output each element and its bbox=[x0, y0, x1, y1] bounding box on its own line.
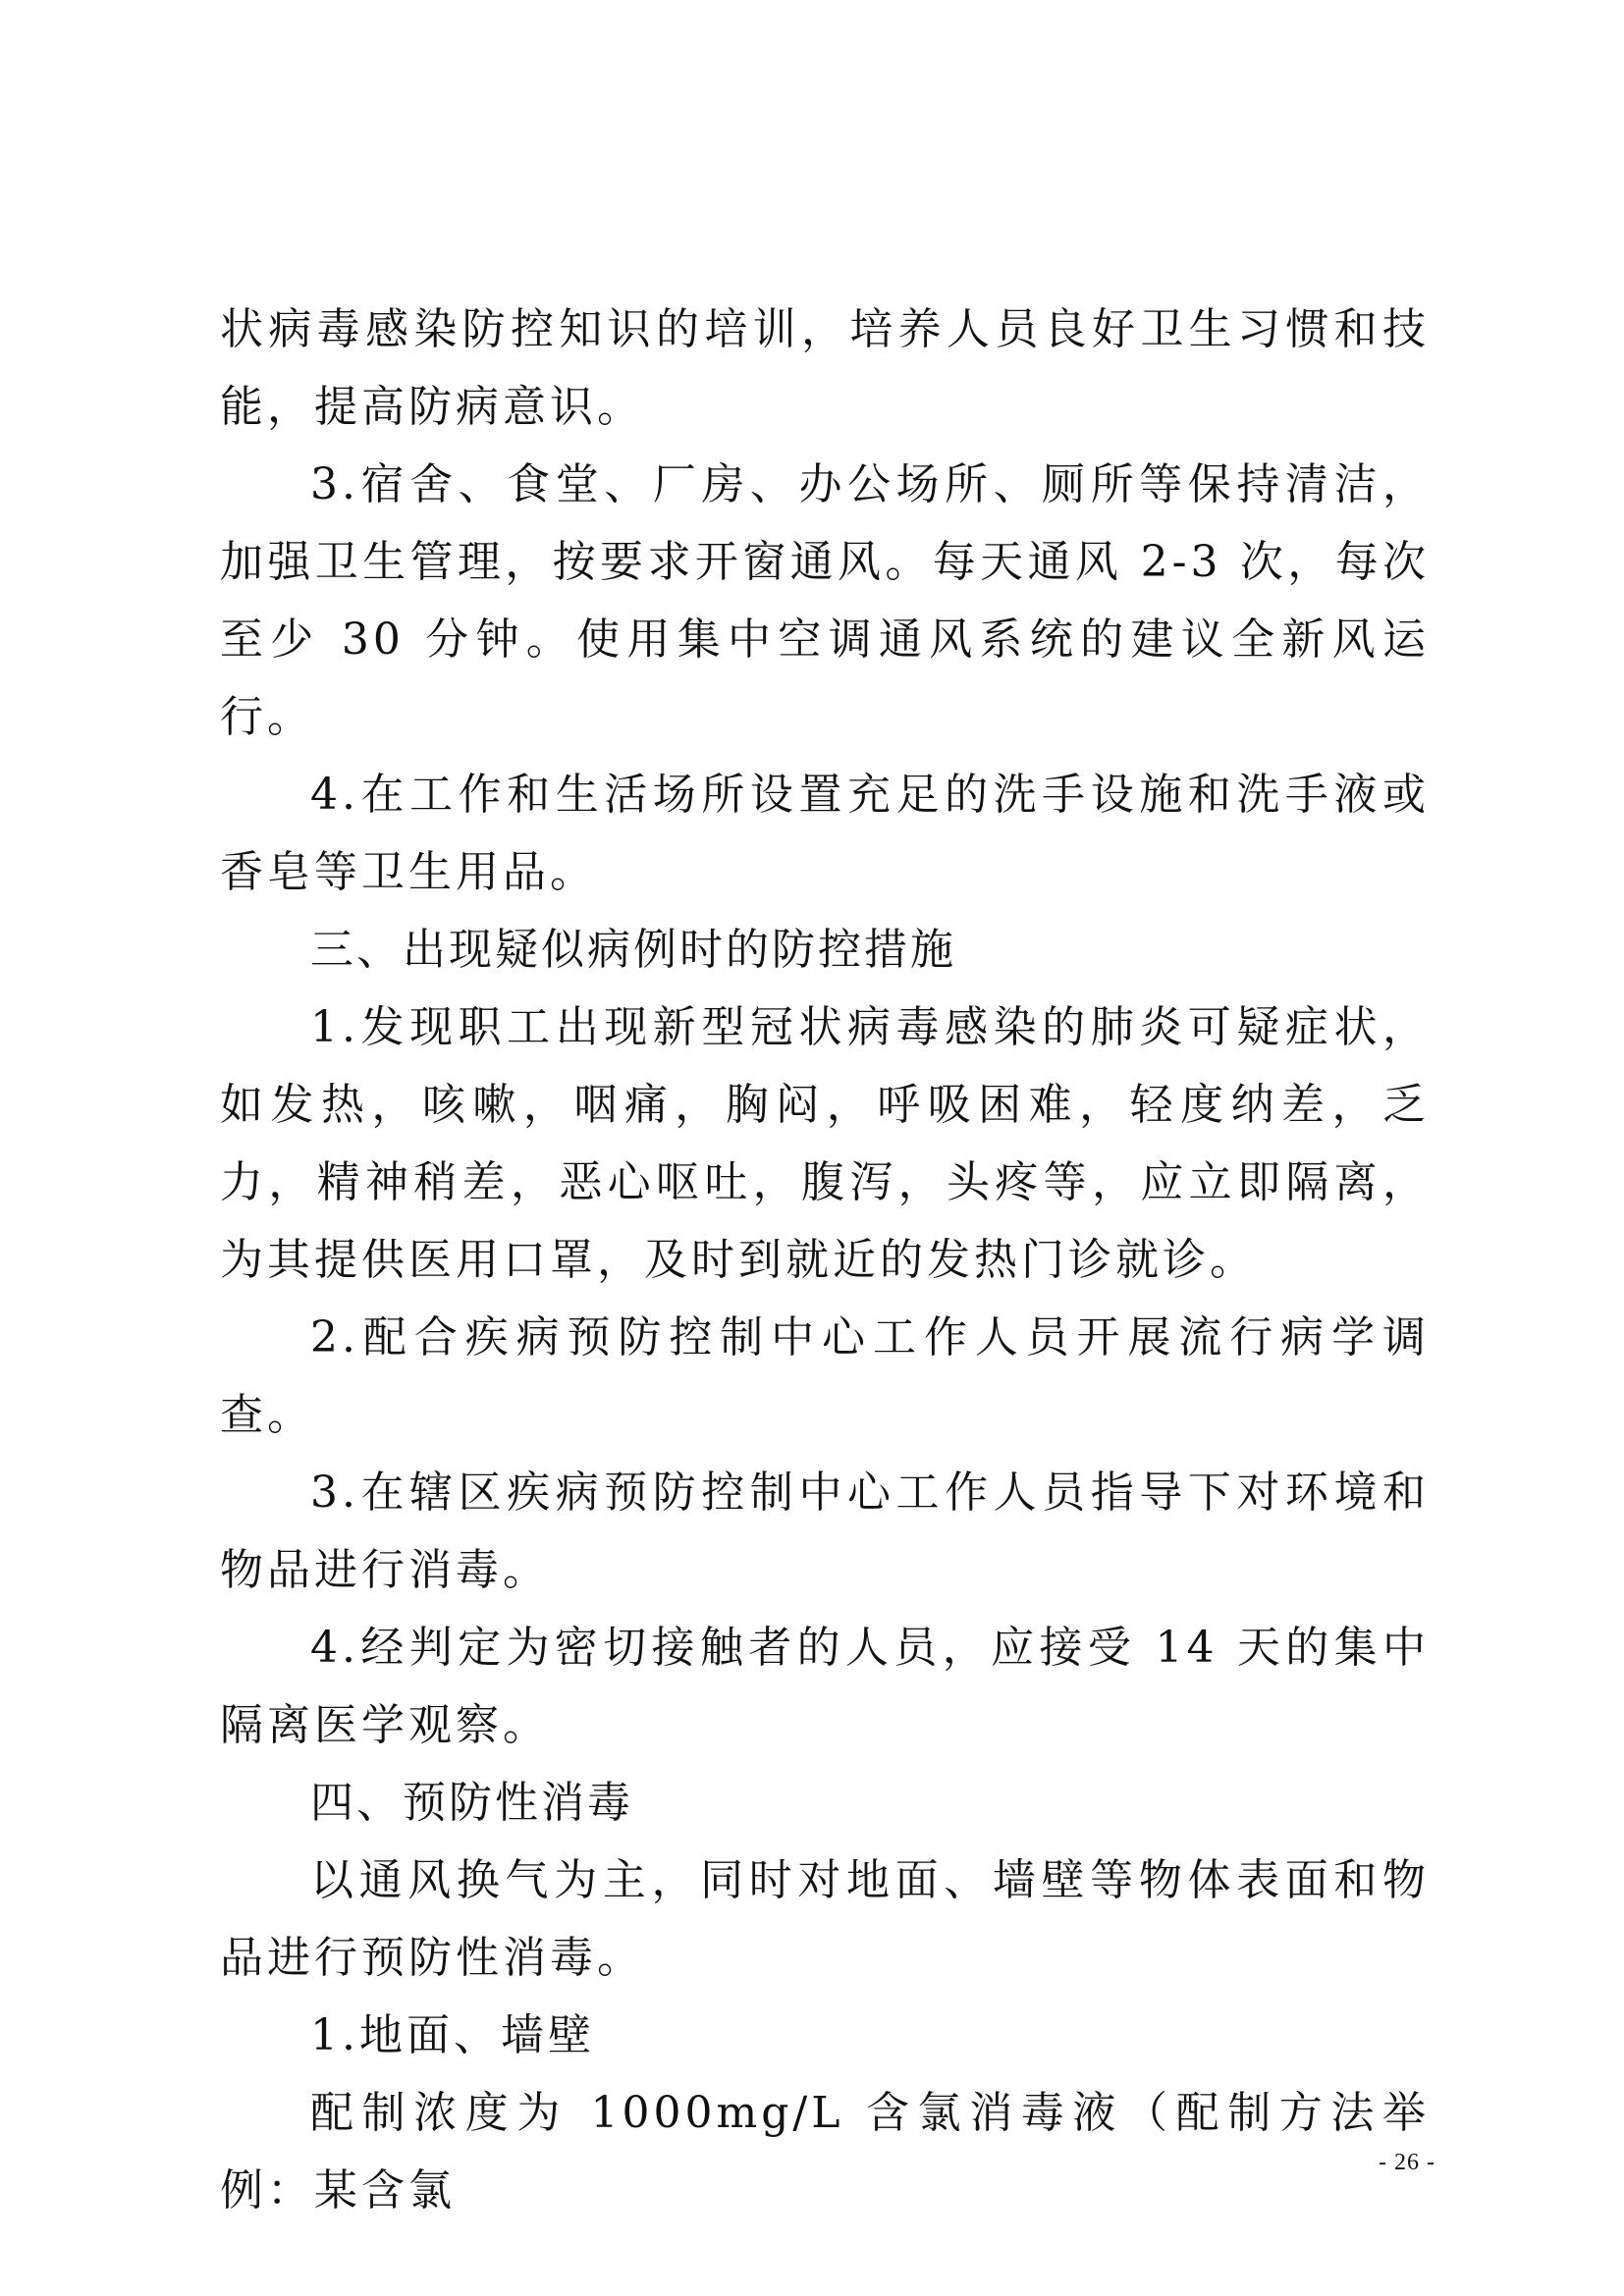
paragraph-suspected-item-3: 3.在辖区疾病预防控制中心工作人员指导下对环境和物品进行消毒。 bbox=[220, 1468, 1430, 1595]
paragraph-suspected-item-4: 4.经判定为密切接触者的人员，应接受 14 天的集中隔离医学观察。 bbox=[220, 1623, 1430, 1750]
paragraph-item-4-handwashing: 4.在工作和生活场所设置充足的洗手设施和洗手液或香皂等卫生用品。 bbox=[220, 770, 1430, 897]
page-number: - 26 - bbox=[1379, 2150, 1435, 2175]
section-heading-suspected-cases: 三、出现疑似病例时的防控措施 bbox=[310, 925, 956, 975]
paragraph-item-3-cleaning: 3.宿舍、食堂、厂房、办公场所、厕所等保持清洁，加强卫生管理，按要求开窗通风。每天通风 2-3 次，每次至少 30 分钟。使用集中空调通风系统的建议全新风运行。 bbox=[220, 459, 1430, 742]
paragraph-suspected-item-2: 2.配合疾病预防控制中心工作人员开展流行病学调查。 bbox=[220, 1312, 1430, 1440]
paragraph-suspected-item-1: 1.发现职工出现新型冠状病毒感染的肺炎可疑症状，如发热，咳嗽，咽痛，胸闷，呼吸困难，轻度纳差，乏力，精神稍差，恶心呕吐，腹泻，头疼等，应立即隔离，为其提供医用口罩，及时到就近的发热门诊就诊。 bbox=[220, 1002, 1430, 1285]
paragraph-chlorine-solution: 配制浓度为 1000mg/L 含氯消毒液（配制方法举例：某含氯 bbox=[220, 2088, 1430, 2216]
paragraph-floor-walls-title: 1.地面、墙壁 bbox=[310, 2010, 595, 2060]
document-body bbox=[220, 291, 1430, 2229]
section-heading-disinfection: 四、预防性消毒 bbox=[310, 1778, 633, 1828]
paragraph-continued-training: 状病毒感染防控知识的培训，培养人员良好卫生习惯和技能，提高防病意识。 bbox=[220, 304, 1430, 432]
paragraph-disinfection-intro: 以通风换气为主，同时对地面、墙壁等物体表面和物品进行预防性消毒。 bbox=[220, 1855, 1430, 1983]
